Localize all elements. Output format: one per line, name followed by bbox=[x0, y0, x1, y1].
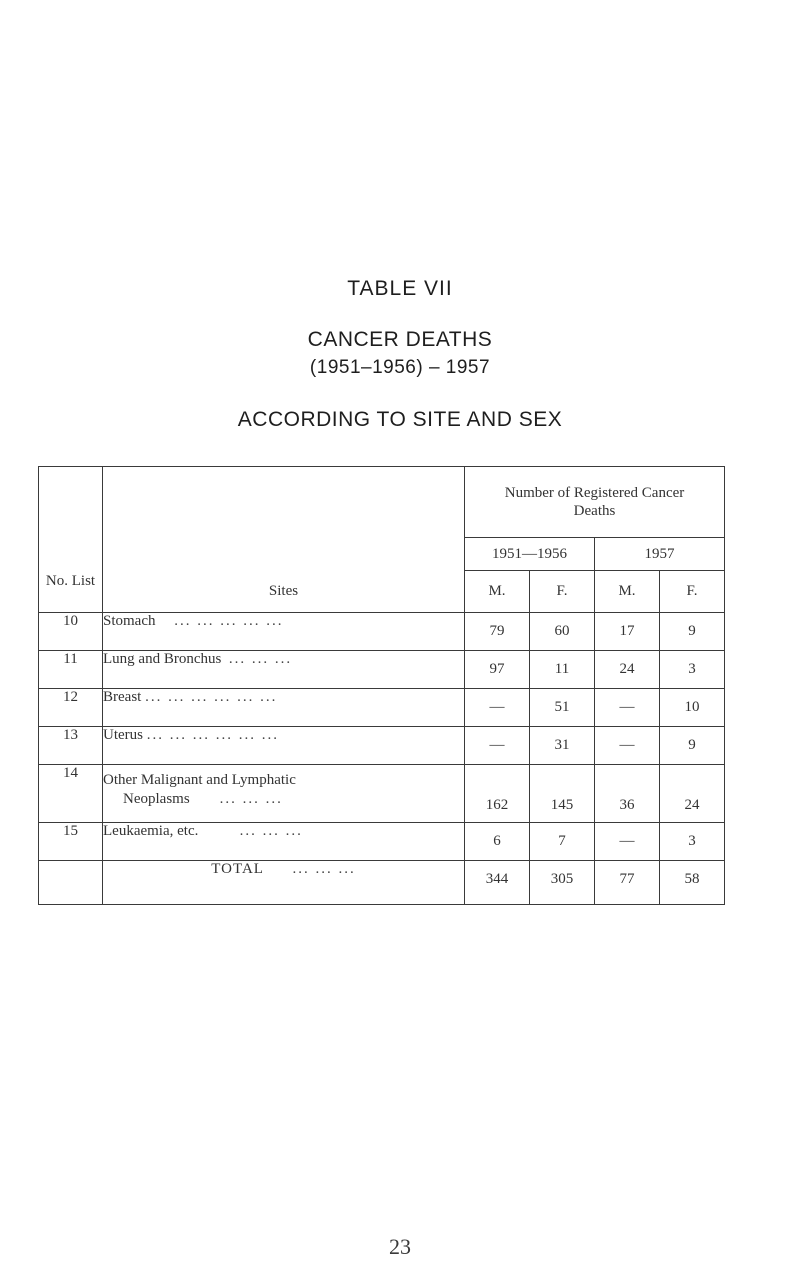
subtitle-site-sex: ACCORDING TO SITE AND SEX bbox=[237, 408, 563, 431]
subtitle: CANCER DEATHS bbox=[307, 328, 493, 351]
cell-f-1951-1956: 31 bbox=[530, 727, 595, 765]
total-m-1957: 77 bbox=[595, 861, 660, 905]
row-site bbox=[103, 689, 465, 727]
cancer-deaths-table bbox=[38, 466, 725, 905]
site-label: Stomach bbox=[103, 613, 156, 629]
row-number: 15 bbox=[39, 823, 103, 861]
total-f-1951-1956: 305 bbox=[530, 861, 595, 905]
table-row bbox=[39, 651, 725, 689]
total-m-1951-1956: 344 bbox=[465, 861, 530, 905]
cell-m-1951-1956: — bbox=[465, 727, 530, 765]
cell-f-1957: 9 bbox=[660, 613, 725, 651]
leader-dots: ... ... ... ... ... ... bbox=[146, 727, 279, 743]
header-male-2: M. bbox=[595, 571, 660, 613]
cell-m-1957: — bbox=[595, 823, 660, 861]
leader-dots: ... ... ... bbox=[219, 791, 283, 807]
cell-f-1951-1956: 145 bbox=[530, 765, 595, 823]
cell-m-1951-1956: 6 bbox=[465, 823, 530, 861]
cell-f-1951-1956: 51 bbox=[530, 689, 595, 727]
site-label: Lung and Bronchus bbox=[103, 651, 222, 667]
cell-f-1951-1956: 60 bbox=[530, 613, 595, 651]
leader-dots: ... ... ... bbox=[239, 823, 303, 839]
total-f-1957: 58 bbox=[660, 861, 725, 905]
row-site bbox=[103, 823, 465, 861]
page-number: 23 bbox=[389, 1234, 411, 1259]
header-number-of-deaths-text: Number of Registered Cancer Deaths bbox=[504, 485, 685, 519]
table-row bbox=[39, 613, 725, 651]
site-label: Uterus bbox=[103, 727, 143, 743]
table-row bbox=[39, 823, 725, 861]
row-number: 14 bbox=[39, 765, 103, 823]
leader-dots: ... ... ... ... ... bbox=[174, 613, 284, 629]
cell-m-1951-1956: 97 bbox=[465, 651, 530, 689]
cell-m-1957: 17 bbox=[595, 613, 660, 651]
header-number-of-deaths bbox=[465, 467, 725, 538]
cell-f-1957: 3 bbox=[660, 651, 725, 689]
table-title: TABLE VII bbox=[347, 277, 453, 300]
leader-dots: ... ... ... ... ... ... bbox=[145, 689, 278, 705]
header-female-2: F. bbox=[660, 571, 725, 613]
cell-f-1957: 3 bbox=[660, 823, 725, 861]
total-label-cell bbox=[103, 861, 465, 905]
cell-m-1957: 36 bbox=[595, 765, 660, 823]
site-label-line2 bbox=[103, 790, 464, 809]
header-period-1951-1956: 1951—1956 bbox=[465, 538, 595, 571]
cell-m-1957: — bbox=[595, 727, 660, 765]
table-row bbox=[39, 727, 725, 765]
site-label: Breast bbox=[103, 689, 142, 705]
header-sites: Sites bbox=[103, 467, 465, 613]
cell-m-1951-1956: 79 bbox=[465, 613, 530, 651]
site-label: Other Malignant and Lymphatic bbox=[103, 772, 296, 788]
header-no-list: No. List bbox=[39, 467, 103, 613]
row-site bbox=[103, 651, 465, 689]
cell-f-1951-1956: 7 bbox=[530, 823, 595, 861]
cell-m-1957: — bbox=[595, 689, 660, 727]
header-male-1: M. bbox=[465, 571, 530, 613]
row-number: 11 bbox=[39, 651, 103, 689]
site-label-continued: Neoplasms bbox=[123, 791, 190, 807]
header-period-1957: 1957 bbox=[595, 538, 725, 571]
cell-m-1951-1956: — bbox=[465, 689, 530, 727]
total-label: TOTAL bbox=[211, 861, 264, 877]
table-total-row bbox=[39, 861, 725, 905]
site-label: Leukaemia, etc. bbox=[103, 823, 199, 839]
header-female-1: F. bbox=[530, 571, 595, 613]
row-site bbox=[103, 613, 465, 651]
row-site bbox=[103, 765, 465, 823]
row-site bbox=[103, 727, 465, 765]
row-number: 13 bbox=[39, 727, 103, 765]
cell-m-1957: 24 bbox=[595, 651, 660, 689]
row-number-empty bbox=[39, 861, 103, 905]
row-number: 12 bbox=[39, 689, 103, 727]
years-range: (1951–1956) – 1957 bbox=[309, 357, 491, 378]
cell-f-1957: 9 bbox=[660, 727, 725, 765]
row-number: 10 bbox=[39, 613, 103, 651]
leader-dots: ... ... ... bbox=[292, 861, 356, 877]
cell-m-1951-1956: 162 bbox=[465, 765, 530, 823]
cell-f-1951-1956: 11 bbox=[530, 651, 595, 689]
cell-f-1957: 10 bbox=[660, 689, 725, 727]
leader-dots: ... ... ... bbox=[228, 651, 293, 667]
table-row bbox=[39, 689, 725, 727]
cell-f-1957: 24 bbox=[660, 765, 725, 823]
table-row bbox=[39, 765, 725, 823]
